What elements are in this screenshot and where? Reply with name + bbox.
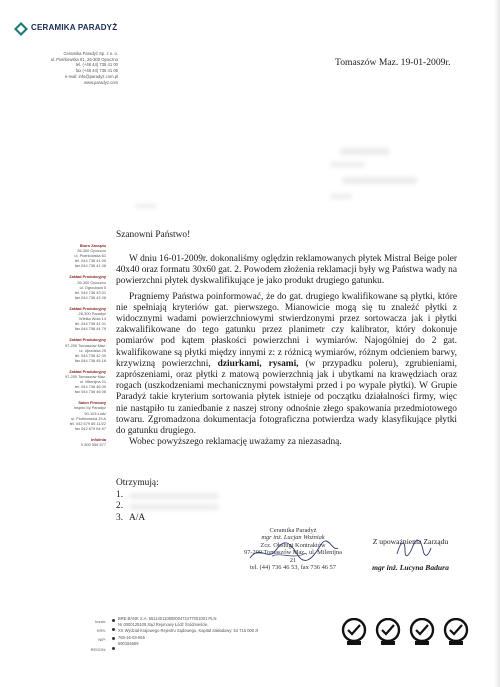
branch-line: 26-300 Opoczno	[77, 248, 106, 254]
company-fax: fax (+48 44) 736 41 06	[75, 68, 118, 74]
bullet-icon	[112, 619, 115, 622]
branch-name: Zakład Produkcyjny	[69, 337, 106, 343]
branch-item	[10, 243, 106, 268]
branch-line: tel. 044 736 41 00	[74, 258, 106, 264]
branch-name: Zakład Produkcyjny	[69, 368, 106, 374]
footer-line: BRE BANK S.A. 65114011080000472477001001 PLN	[118, 616, 217, 621]
branch-line: fax 044 736 41 06	[74, 263, 106, 269]
branch-name: Biuro Zarządu	[79, 243, 106, 248]
branch-line: 26-300 Opoczno	[77, 279, 106, 285]
branch-line: fax 042 679 64 67	[74, 425, 106, 431]
stamp-company: Ceramika Paradyż	[269, 527, 317, 534]
footer-line: Nr 0000125109 Sąd Rejonowy Łódź Śródmieście,	[118, 622, 209, 628]
branch-item	[10, 400, 106, 431]
paragraph-text: Pragniemy Państwa poinformować, że do gat. drugiego kwalifikowane są płytki, które nie spełniają kryteriów gat. pierwszego. Mianowicie mogą się tu znaleźć płytki z widocznymi wadami powierzchniowymi stwierdzonymi przez sortowacza jak i płytki zakwalifikowane do tego gatunku przez planimetr czy kalibrator, który dokonuje pomiarów pod kątem płaskości powierzchni i wymiarów. Najogólniej do 2 gat. kwalifikowane są płytki między innymi z: z różnicą wymiarów, różnym odcieniem barwy, krzywizną powierzchni,	[116, 291, 457, 369]
footer-company-details	[118, 616, 318, 647]
handwritten-signature-icon	[242, 538, 342, 566]
stamp-phone: tel. (44) 736 46 53, fax 736 46 57	[250, 564, 336, 572]
letter-body	[116, 254, 457, 448]
branch-line: tel. 044 736 42 00	[74, 352, 106, 358]
sgs-certification-icon	[339, 618, 369, 646]
branch-line: tel. 044 736 43 01	[74, 289, 106, 295]
recipient-item: 3. A/A	[116, 512, 146, 523]
bullet-icon	[112, 628, 115, 631]
branch-line: 90-103 Łódź	[84, 410, 106, 416]
footer-label: KRS:	[96, 628, 106, 634]
branch-line: 97-200 Tomaszów Maz.	[64, 373, 106, 379]
branch-line: fax 044 758 44 79	[74, 326, 106, 332]
branch-name: Zakład Produkcyjny	[69, 274, 106, 280]
paragraph: W dniu 16-01-2009r. dokonaliśmy oględzin reklamowanych płytek Mistral Beige poler 40x40 oraz formatu 30x60 gat. 2. Powodem złożenia reklamacji były wg Państwa wady na powierzchni płytek dyskwalifikujące je jako produkt drugiego gatunku.	[116, 254, 457, 287]
redacted-address-line	[330, 162, 365, 167]
sgs-certification-icon	[441, 618, 471, 646]
footer-line: 590184659	[118, 640, 139, 646]
branch-line: ul. Milenijna 21	[80, 379, 106, 385]
branch-item	[10, 274, 106, 299]
redacted-recipient	[129, 504, 219, 510]
redacted-address-line	[342, 177, 417, 184]
branch-item	[10, 337, 106, 362]
letter-greeting: Szanowni Państwo!	[116, 230, 191, 240]
redacted-address-line	[330, 194, 352, 199]
branch-line: fax 044 736 46 06	[74, 389, 106, 395]
footer-line: XX Wydział Krajowego Rejestru Sądowego, Kapitał zakładowy: 54 716 000 zł	[118, 628, 259, 634]
recipient-item: 2.	[116, 501, 219, 513]
footer-label: konto:	[95, 619, 106, 624]
company-logo	[14, 22, 124, 36]
branch-name: Infolinia	[91, 436, 106, 442]
branch-name: Zakład Produkcyjny	[69, 305, 106, 311]
company-email: e-mail: info@paradyz.com.pl	[64, 73, 118, 79]
branch-name: Salon Firmowy	[78, 400, 106, 406]
footer-label: REGON:	[90, 646, 106, 652]
paragraph-text: (w przypadku poleru), zgrubieniami, zaprószeniami, oraz płytki z matową powierzchnią jak i ubytkami na krawędziach oraz rogach (uszkodzeniami mechanicznymi powstałymi przed i po wypale płytki). W Grupie Paradyż takie kryterium sortowania płytek istnieje od początku działalności firmy, więc nie nastąpiło tu zaniedbanie z naszej strony odnośnie złego spakowania przedmiotowego towaru. Zgromadzona dokumentacja fotograficzna potwierdza wady klasyfikujące płytki do gatunku drugiego.	[116, 358, 457, 437]
branch-line: ul. Ujezdzka 25	[79, 347, 106, 353]
recipients-label: Otrzymują:	[116, 478, 159, 488]
handwritten-signature-icon	[393, 536, 433, 560]
sgs-certification-icon	[373, 618, 403, 646]
branch-line: tel. 044 736 46 00	[74, 384, 106, 390]
branch-line: fax 044 736 45 16	[74, 357, 106, 363]
paragraph	[116, 292, 457, 438]
signature-title: Z upoważnienia Zarządu	[372, 537, 449, 546]
certification-marks	[339, 618, 475, 646]
branch-line: 26-300 Paradyż	[78, 311, 106, 317]
bold-text: dziurkami, rysami,	[217, 358, 299, 369]
branch-line: tel. 044 736 41 01	[74, 321, 106, 327]
paragraph: Wobec powyższego reklamację uważamy za niezasadną.	[129, 437, 342, 448]
branch-line: 0 800 556 677	[81, 442, 106, 447]
branch-line: fax 044 736 43 06	[74, 294, 106, 300]
branch-item	[10, 369, 106, 394]
branch-line: Inspiro by Paradyż	[73, 405, 106, 411]
branch-line: ul. Piotrkowska 19 A	[70, 415, 106, 421]
branch-list	[10, 243, 106, 453]
branch-line: tel. 042 679 65 11/22	[69, 420, 106, 426]
recipient-item: 1.	[116, 490, 219, 502]
footer-label: NIP:	[98, 637, 106, 643]
branch-line: Wielka Wola 14	[79, 316, 106, 322]
company-info	[10, 51, 118, 85]
bullet-icon	[112, 647, 115, 650]
redacted-recipient	[129, 493, 219, 499]
page-edge-shadow	[494, 0, 500, 687]
diamond-logo-icon	[14, 22, 28, 36]
company-phone: tel. (+48 44) 736 41 00	[75, 62, 118, 68]
stamp-department: Zcz. Obsługi Kontraktów	[260, 541, 326, 549]
sgs-certification-icon	[407, 618, 437, 646]
stamp-address: 97-200 Tomaszów Maz., ul. Milenijna 21	[244, 549, 342, 564]
recipients-list	[116, 478, 219, 524]
company-website: www.paradyz.com	[84, 79, 118, 85]
branch-line: ul. Piotrkowska 61	[74, 253, 106, 259]
company-name: Ceramika Paradyż Sp. z o. o.	[63, 51, 118, 56]
branch-line: 97-200 Tomaszów Maz.	[64, 342, 106, 348]
bullet-icon	[112, 637, 115, 640]
footer-line: 768-16-03-555	[118, 634, 145, 640]
stamp-signer: mgr inż. Lucjan Woźniak	[261, 534, 325, 542]
company-address: ul. Piotrkowska 61, 26-300 Opoczno	[50, 56, 118, 62]
redacted-address-line	[135, 204, 157, 208]
branch-item	[10, 437, 106, 447]
footer-labels	[78, 617, 106, 654]
redacted-address-line	[340, 148, 390, 155]
branch-item	[10, 306, 106, 331]
letter-date: Tomaszów Maz. 19-01-2009r.	[335, 57, 451, 68]
brand-name: CERAMIKA PARADYŻ	[31, 23, 118, 32]
signature-name: mgr inż. Lucyna Badura	[372, 563, 449, 572]
branch-line: ul. Ogrodowa 5	[79, 284, 106, 290]
